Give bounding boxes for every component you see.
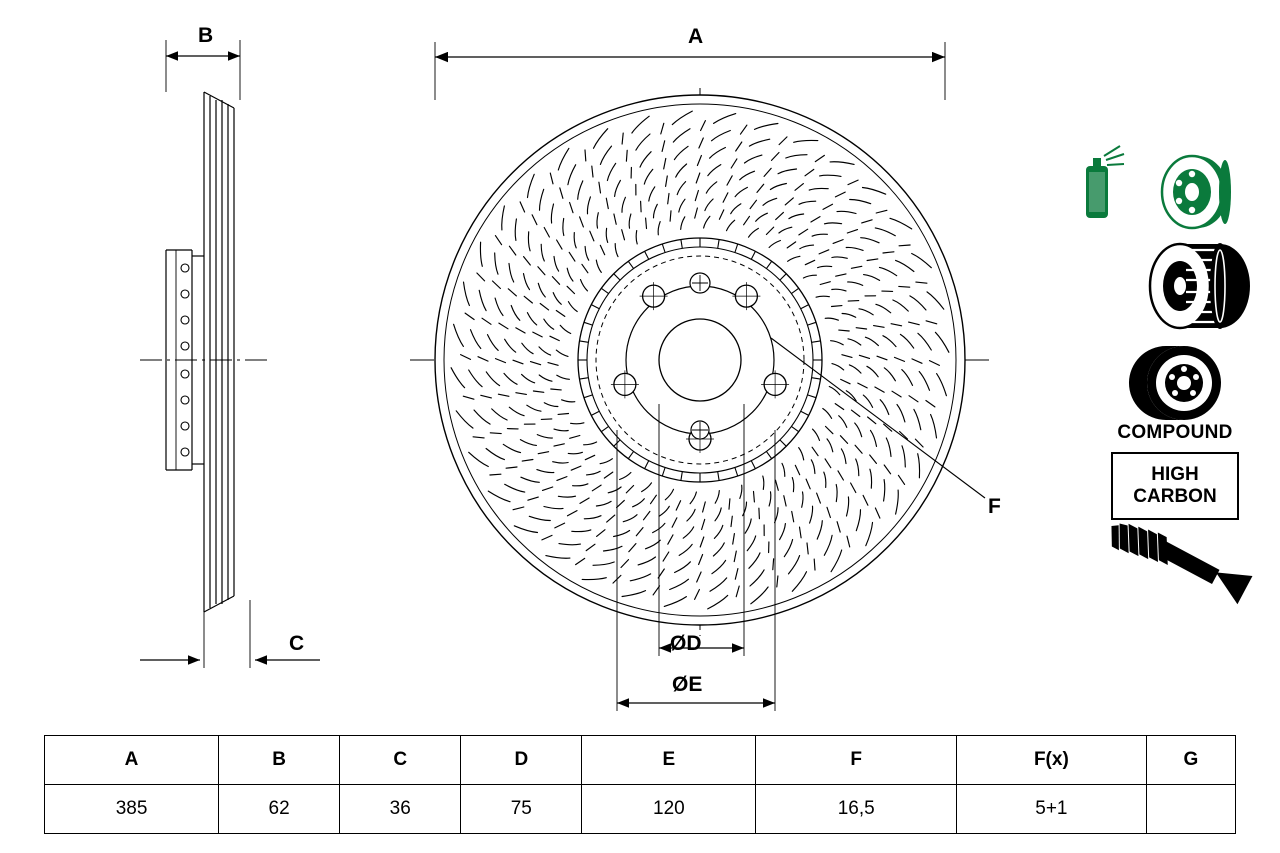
- anti-corrosion-coating-spray-icon: [1080, 140, 1270, 232]
- table-value-cell: 62: [219, 785, 340, 834]
- side-view: [140, 92, 270, 612]
- feature-icon-column: [1080, 140, 1270, 632]
- table-header-cell: G: [1146, 736, 1235, 785]
- table-header-cell: F(x): [957, 736, 1147, 785]
- label-d: ØD: [670, 632, 702, 655]
- compound-label: COMPOUND: [1117, 422, 1233, 443]
- dimension-a: [435, 42, 945, 100]
- label-c: C: [289, 632, 305, 655]
- table-row: [45, 785, 1236, 834]
- table-value-cell: 75: [461, 785, 582, 834]
- high-carbon-line1: HIGH: [1151, 464, 1199, 485]
- table-header-cell: F: [756, 736, 957, 785]
- table-value-cell: [1146, 785, 1235, 834]
- table-value-cell: 36: [340, 785, 461, 834]
- dimension-table: [44, 735, 1236, 834]
- table-header-cell: B: [219, 736, 340, 785]
- dimension-b: [166, 40, 240, 100]
- high-carbon-line2: CARBON: [1133, 485, 1217, 507]
- label-a: A: [688, 25, 704, 48]
- compound-disc-icon: [1080, 340, 1270, 444]
- table-header-cell: E: [582, 736, 756, 785]
- label-e: ØE: [672, 673, 703, 696]
- table-value-cell: 5+1: [957, 785, 1147, 834]
- table-header-cell: A: [45, 736, 219, 785]
- table-value-cell: 120: [582, 785, 756, 834]
- label-b: B: [198, 24, 214, 47]
- table-value-cell: 385: [45, 785, 219, 834]
- label-f: F: [988, 495, 1001, 518]
- front-view: [410, 88, 990, 636]
- table-header-row: [45, 736, 1236, 785]
- table-value-cell: 16,5: [756, 785, 957, 834]
- mounting-screw-icon: [1080, 530, 1270, 626]
- high-carbon-badge: [1111, 452, 1239, 520]
- table-header-cell: D: [461, 736, 582, 785]
- table-header-cell: C: [340, 736, 461, 785]
- ventilated-disc-icon: [1080, 238, 1270, 334]
